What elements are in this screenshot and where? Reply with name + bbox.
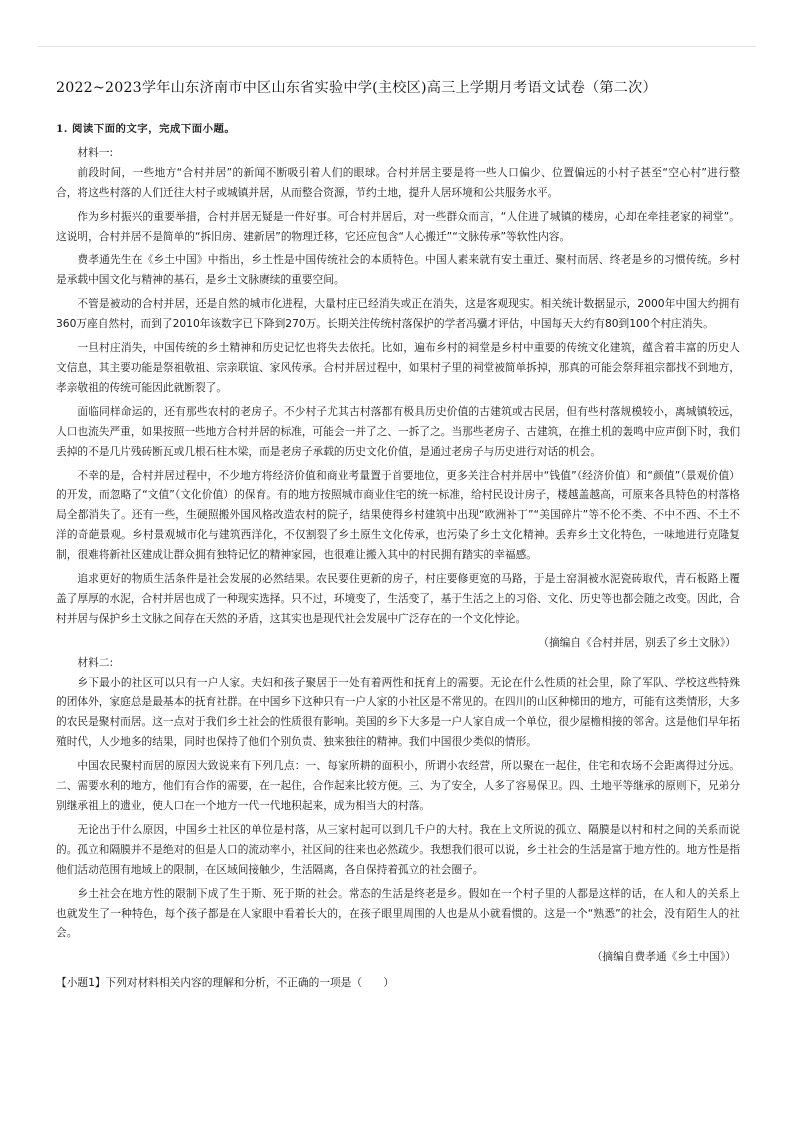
material1-paragraph: 前段时间，一些地方“合村并居”的新闻不断吸引着人们的眼球。合村并居主要是将一些人口偏少、位置偏远的小村子甚至“空心村”进行整合，将这些村落的人们迁往大村子或城镇并居，从而整合资源，节约土地，提升人居环境和公共服务水平。 [56, 165, 740, 199]
material1-paragraph: 费孝通先生在《乡土中国》中指出，乡土性是中国传统社会的本质特色。中国人素来就有安土重迁、聚村而居、终老是乡的习惯传统。乡村是承载中国文化与精神的基石，是乡土文脉赓续的重要空间。 [56, 253, 740, 287]
sub-question: 【小题1】下列对材料相关内容的理解和分析，不正确的一项是（ ） [56, 976, 395, 990]
material2-source: （摘编自费孝通《乡土中国》） [591, 950, 736, 964]
material2-label: 材料二: [77, 655, 114, 669]
material1-paragraph: 追求更好的物质生活条件是社会发展的必然结果。农民要住更新的房子，村庄要修更宽的马路，于是土窑洞被水泥瓷砖取代，青石板路上覆盖了厚厚的水泥，合村并居也成了一种现实选择。只不过，环境变了，生活变了，基于生活之上的习俗、文化、历史等也都会随之改变。因此，合村并居与保护乡土文脉之间存在天然的矛盾，这其实也是现代社会发展中广泛存在的一个文化悖论。 [56, 572, 741, 625]
material1-paragraph: 一旦村庄消失，中国传统的乡土精神和历史记忆也将失去依托。比如，遍布乡村的祠堂是乡村中重要的传统文化建筑，蕴含着丰富的历史人文信息，其主要功能是祭祖敬祖、宗亲联谊、家风传承。合村并居过程中，如果村子里的祠堂被简单拆掉，那真的可能会祭拜祖宗都找不到地方，孝亲敬祖的传统可能因此就断裂了。 [56, 341, 741, 394]
material1-paragraph: 作为乡村振兴的重要举措，合村并居无疑是一件好事。可合村并居后，对一些群众而言，“人住进了城镇的楼房，心却在牵挂老家的祠堂”。这说明，合村并居不是简单的“拆旧房、建新居”的物理迁移，它还应包含“人心搬迁”“文脉传承”等软性内容。 [56, 209, 740, 243]
material2-paragraph: 乡土社会在地方性的限制下成了生于斯、死于斯的社会。常态的生活是终老是乡。假如在一个村子里的人都是这样的话，在人和人的关系上也就发生了一种特色，每个孩子都是在人家眼中看着长大的，在孩子眼里周围的人也是从小就看惯的。这是一个“熟悉”的社会，没有陌生人的社会。 [56, 886, 740, 940]
document-body [56, 120, 740, 993]
material1-label: 材料一: [77, 145, 114, 159]
top-divider-line [38, 46, 756, 47]
material1-paragraph: 不幸的是，合村并居过程中，不少地方将经济价值和商业考量置于首要地位，更多关注合村并居中“钱值”（经济价值）和“颜值”（景观价值）的开发，而忽略了“文值”（文化价值）的保育。有的地方按照城市商业住宅的统一标准，给村民设计房子，楼越盖越高，可原来各具特色的村落格局全都消失了。还有一些，生硬照搬外国风格改造农村的院子，结果使得乡村建筑中出现“欧洲补丁”“美国碎片”等不伦不类、不中不西、不土不洋的奇葩景观。乡村景观城市化与建筑西洋化，不仅割裂了乡土原生文化传承，也污染了乡土文化精神。丢弃乡土文化特色，一味地进行克隆复制，很难将新社区建成让群众拥有独特记忆的精神家园，也很难让搬入其中的村民拥有踏实的幸福感。 [56, 468, 740, 562]
material1-paragraph: 面临同样命运的，还有那些农村的老房子。不少村子尤其古村落都有极具历史价值的古建筑或古民居，但有些村落规模较小，离城镇较远，人口也流失严重，如果按照一些地方合村并居的标准，可能会一并了之、一拆了之。当那些老房子、古建筑，在推土机的轰鸣中应声倒下时，我们丢掉的不是几片残砖断瓦或几根石柱木梁，而是老房子承载的历史文化价值，是通过老房子与历史进行对话的机会。 [56, 404, 741, 458]
material2-paragraph: 乡下最小的社区可以只有一户人家。夫妇和孩子聚居于一处有着两性和抚育上的需要。无论在什么性质的社会里，除了军队、学校这些特殊的团体外，家庭总是最基本的抚育社群。在中国乡下这种只有一户人家的小社区是不常见的。在四川的山区种梯田的地方，可能有这类情形，大多的农民是聚村而居。这一点对于我们乡土社会的性质很有影响。美国的乡下大多是一户人家自成一个单位，很少屋檐相接的邻舍。这是他们早年拓殖时代，人少地多的结果，同时也保持了他们个别负责、独来独往的精神。我们中国很少类似的情形。 [56, 675, 741, 749]
material2-paragraph: 无论出于什么原因，中国乡土社区的单位是村落，从三家村起可以到几千户的大村。我在上文所说的孤立、隔膜是以村和村之间的关系而说的。孤立和隔膜并不是绝对的但是人口的流动率小，社区间的往来也必然疏少。我想我们很可以说，乡土社会的生活是富于地方性的。地方性是指他们活动范围有地域上的限制，在区域间接触少，生活隔离，各自保持着孤立的社会圈子。 [56, 822, 741, 876]
question-intro: 1. 阅读下面的文字，完成下面小题。 [56, 123, 236, 135]
material2-paragraph: 中国农民聚村而居的原因大致说来有下列几点：一、每家所耕的面积小，所谓小农经营，所以聚在一起住，住宅和农场不会距离得过分远。二、需要水利的地方，他们有合作的需要，在一起住，合作起来比较方便。三、为了安全，人多了容易保卫。四、土地平等继承的原则下，兄弟分别继承祖上的遗业，使人口在一个地方一代一代地积起来，成为相当大的村落。 [56, 759, 741, 812]
page-title: 2022~2023学年山东济南市中区山东省实验中学(主校区)高三上学期月考语文试卷（第二次） [56, 80, 657, 96]
material1-source: （摘编自《合村并居，别丢了乡土文脉》） [538, 635, 736, 649]
material1-paragraph: 不管是被动的合村并居，还是自然的城市化进程，大量村庄已经消失或正在消失，这是客观现实。相关统计数据显示，2000年中国大约拥有360万座自然村，而到了2010年该数字已下降到270万。长期关注传统村落保护的学者冯骥才评估，中国每天大约有80到100个村庄消失。 [56, 297, 740, 331]
